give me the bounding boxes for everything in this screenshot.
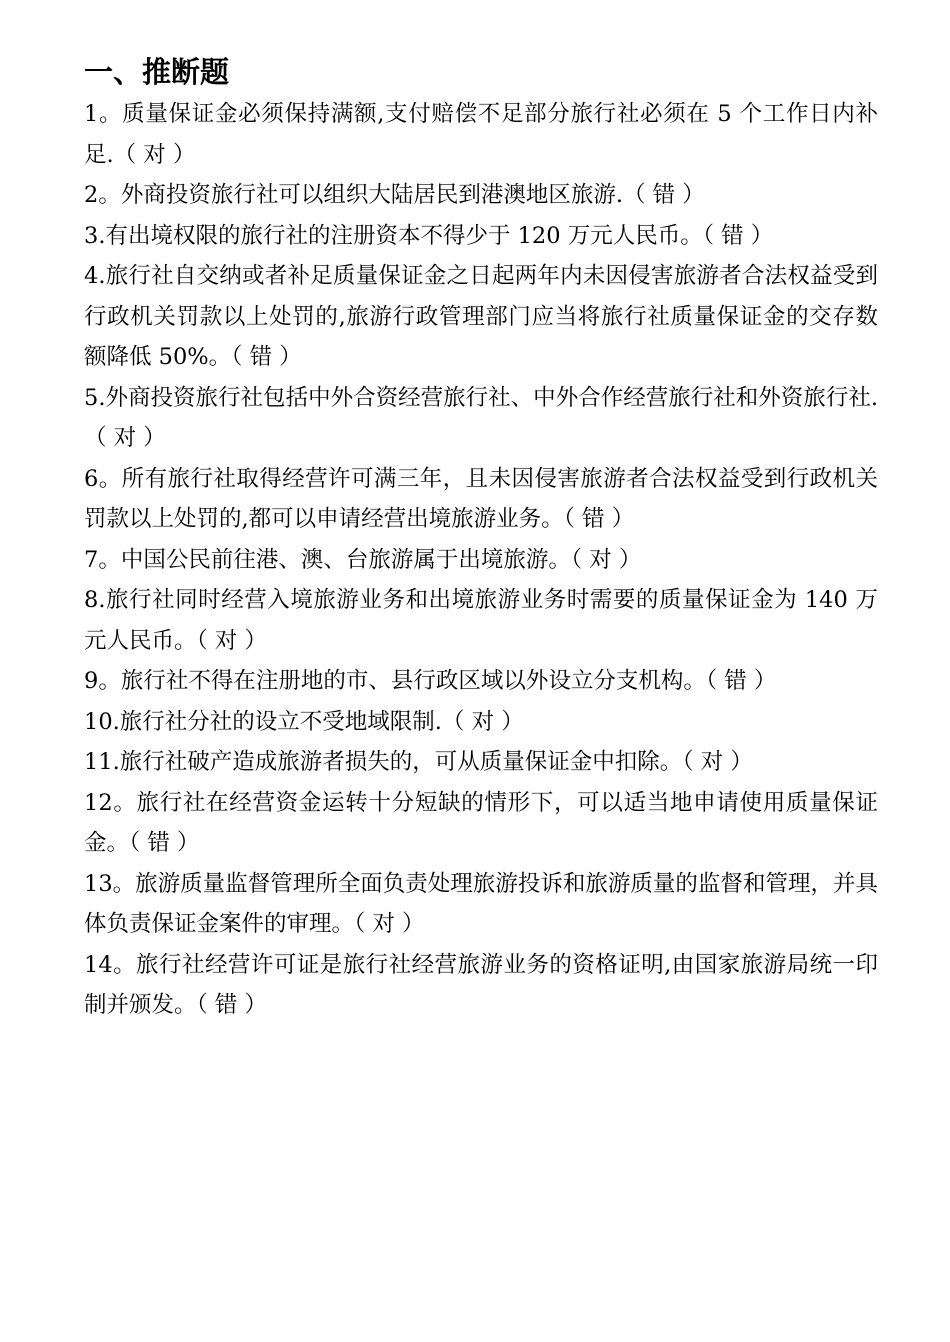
- question-item: 2。外商投资旅行社可以组织大陆居民到港澳地区旅游.（ 错 ）: [84, 182, 705, 208]
- question-item: 7。中国公民前往港、澳、台旅游属于出境旅游。（ 对 ）: [84, 546, 642, 573]
- section-title: 一、推断题: [84, 55, 230, 89]
- question-item: 1。质量保证金必须保持满额,支付赔偿不足部分旅行社必须在 5 个工作日内补足.（ 对 ）: [84, 101, 878, 168]
- question-item: 8.旅行社同时经营入境旅游业务和出境旅游业务时需要的质量保证金为 140 万元人民币。（ 对 ）: [84, 587, 878, 654]
- question-item: 3.有出境权限的旅行社的注册资本不得少于 120 万元人民币。（ 错 ）: [84, 222, 774, 249]
- question-item: 11.旅行社破产造成旅游者损失的，可从质量保证金中扣除。（ 对 ）: [84, 749, 753, 775]
- question-item: 13。旅游质量监督管理所全面负责处理旅游投诉和旅游质量的监督和管理，并具体负责保证金案件的审理。（ 对 ）: [84, 870, 878, 937]
- question-item: 6。所有旅行社取得经营许可满三年，且未因侵害旅游者合法权益受到行政机关罚款以上处罚的,都可以申请经营出境旅游业务。（ 错 ）: [84, 465, 878, 532]
- question-item: 5.外商投资旅行社包括中外合资经营旅行社、中外合作经营旅行社和外资旅行社.（ 对 ）: [84, 384, 878, 451]
- question-item: 14。旅行社经营许可证是旅行社经营旅游业务的资格证明,由国家旅游局统一印制并颁发。（ 错 ）: [84, 951, 878, 1018]
- question-item: 9。旅行社不得在注册地的市、县行政区域以外设立分支机构。（ 错 ）: [84, 668, 777, 694]
- question-item: 12。旅行社在经营资金运转十分短缺的情形下，可以适当地申请使用质量保证金。（ 错 ）: [84, 789, 878, 856]
- question-item: 10.旅行社分社的设立不受地域限制.（ 对 ）: [84, 708, 524, 735]
- question-list: [84, 94, 878, 1026]
- document-page: [84, 52, 878, 1026]
- question-item: 4.旅行社自交纳或者补足质量保证金之日起两年内未因侵害旅游者合法权益受到行政机关罚款以上处罚的,旅游行政管理部门应当将旅行社质量保证金的交存数额降低 50%。（ 错 ）: [84, 263, 878, 370]
